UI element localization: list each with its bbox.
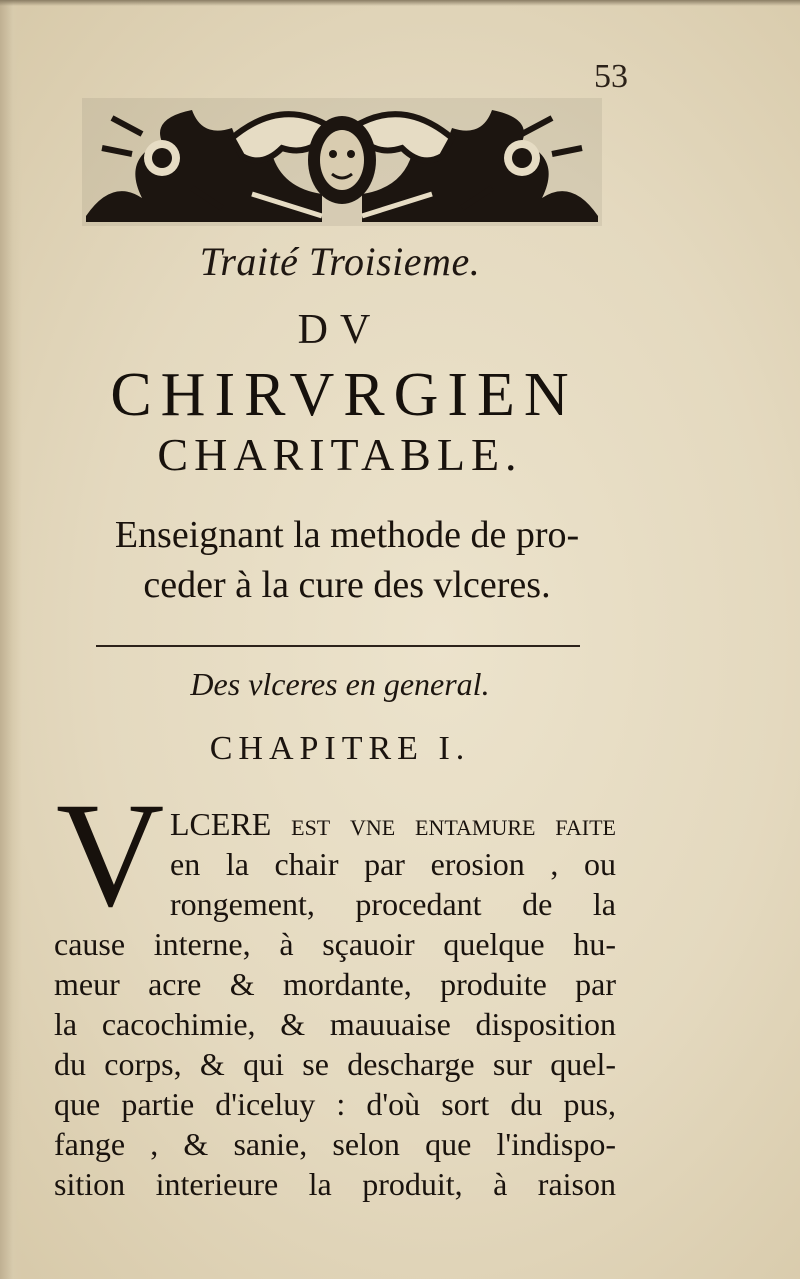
title-prefix: DV [297, 307, 383, 353]
section-title: Des vlceres en general. [190, 666, 490, 702]
body-line: la cacochimie, & mauuaise disposition [54, 1006, 616, 1042]
body-line: en la chair par erosion , ou [170, 846, 616, 882]
page-number: 53 [594, 58, 628, 95]
body-line: rongement, procedant de la [170, 886, 616, 922]
drop-cap-initial: V [56, 772, 165, 938]
body-line: du corps, & qui se descharge sur quel- [54, 1046, 616, 1082]
body-line: sition interieure la produit, à raison [54, 1166, 616, 1202]
horizontal-rule [96, 645, 580, 647]
subtitle-line: Enseignant la methode de pro- [114, 514, 580, 556]
book-title-line-1: CHIRVRGIEN [110, 361, 578, 429]
body-line: que partie d'iceluy : d'où sort du pus, [54, 1086, 616, 1122]
book-title-line-2: CHARITABLE. [157, 429, 523, 480]
body-line: cause interne, à sçauoir quelque hu- [54, 926, 616, 962]
subtitle [62, 510, 632, 610]
body-line: LCERE est vne entamure faite [170, 806, 616, 842]
page-top-edge [0, 0, 800, 6]
body-line: meur acre & mordante, produite par [54, 966, 616, 1002]
chapter-heading: CHAPITRE I. [209, 730, 471, 767]
page-gutter [0, 0, 22, 1279]
woodcut-headpiece-ornament [82, 98, 602, 226]
running-title: Traité Troisieme. [199, 239, 481, 284]
subtitle-line: ceder à la cure des vlceres. [143, 564, 551, 606]
body-line: fange , & sanie, selon que l'indispo- [54, 1126, 616, 1162]
